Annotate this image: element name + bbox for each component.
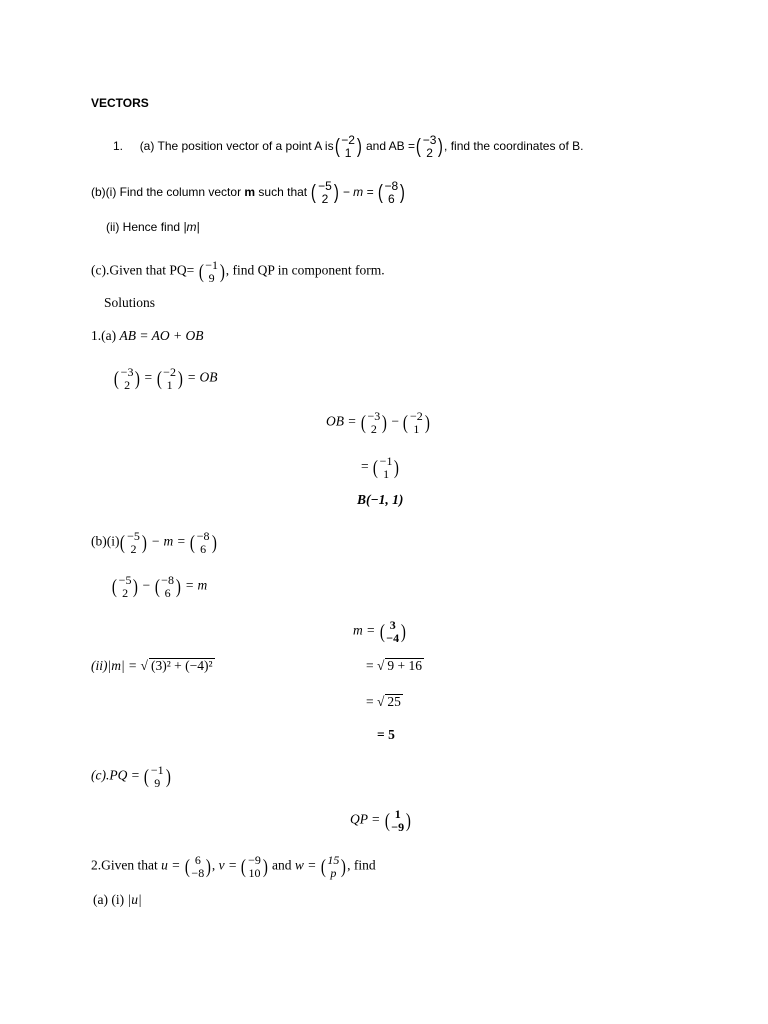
paren: ( — [334, 135, 340, 158]
paren: ( — [154, 575, 160, 598]
equation-text: = OB — [187, 369, 218, 385]
question-text: , find — [347, 857, 376, 873]
question-2ai — [93, 893, 142, 907]
solution-1a-line2 — [113, 366, 217, 391]
equation-text: = — [144, 369, 153, 385]
equation-text: − — [391, 413, 399, 429]
paren: ) — [405, 809, 411, 832]
equation-text: m = — [353, 622, 376, 638]
solution-label: (c).PQ = — [91, 767, 140, 783]
equation-text: v = — [218, 857, 238, 873]
equation-text: − — [142, 577, 151, 593]
solution-label: (b)(i) — [91, 533, 120, 549]
solution-1a-line1 — [91, 329, 203, 343]
question-text: Hence find — [122, 220, 181, 234]
question-text: , find the coordinates of B. — [444, 138, 584, 153]
vector-2: −8 6 — [161, 573, 174, 600]
solution-1c-line1 — [91, 764, 171, 789]
paren: ) — [356, 135, 362, 158]
vector-pq: −1 9 — [150, 763, 164, 790]
vector-1: −5 2 — [118, 573, 132, 600]
solution-1a-line4 — [361, 455, 400, 480]
paren: ) — [382, 411, 388, 434]
paren: ( — [320, 855, 326, 878]
vector-v: −9 10 — [248, 853, 261, 880]
question-text: 2.Given that — [91, 857, 158, 873]
magnitude-u: |u| — [127, 892, 142, 907]
paren: ( — [379, 620, 385, 643]
solution-label: (ii)|m| = — [91, 658, 138, 673]
paren: ( — [403, 411, 409, 434]
paren: ) — [341, 855, 347, 878]
paren: ( — [144, 765, 150, 788]
equation-text: − m = — [150, 533, 186, 549]
paren: ) — [135, 367, 141, 390]
equation-text: = — [366, 694, 374, 709]
radicand: 25 — [387, 694, 401, 709]
part-label: (c).Given that PQ= — [91, 262, 195, 278]
paren: ) — [424, 411, 430, 434]
paren: ( — [198, 260, 204, 283]
paren: ) — [141, 531, 147, 554]
equation-text: = m — [185, 577, 208, 593]
vector-oa: −2 1 — [163, 365, 176, 392]
vector-ab: −3 2 — [120, 365, 134, 392]
question-text: Find the column vector — [119, 184, 242, 199]
paren: ( — [311, 181, 317, 204]
paren: ) — [177, 367, 183, 390]
vector-pq: −1 9 — [205, 258, 219, 285]
solution-1c-answer — [350, 808, 412, 833]
paren: ( — [156, 367, 162, 390]
paren: ( — [372, 456, 378, 479]
equation-text: = — [366, 658, 374, 673]
solution-1a-line3 — [326, 410, 430, 435]
vector-a: −2 1 — [341, 133, 355, 160]
equation-text: − m = — [342, 184, 374, 199]
equation-text: OB = — [326, 413, 357, 429]
paren: ) — [165, 765, 171, 788]
paren: ( — [189, 531, 195, 554]
question-2: 2.Given that u = ( 6 −8 ), v = ( −9 10 ) and w = ( 15 p ), find — [91, 853, 376, 880]
page-title: VECTORS — [91, 96, 149, 110]
vector-2: −8 6 — [384, 179, 399, 206]
paren: ( — [120, 531, 126, 554]
part-label: (a) (i) — [93, 892, 125, 907]
solution-1bii-answer: = 5 — [377, 727, 395, 742]
paren: ( — [360, 411, 366, 434]
vector-u: 6 −8 — [191, 853, 205, 880]
paren: ) — [219, 260, 225, 283]
solution-1bi-answer — [353, 619, 407, 644]
equation-text: AB = AO + OB — [119, 328, 204, 343]
paren: ) — [400, 620, 406, 643]
question-number: 1. — [113, 138, 124, 153]
paren: ( — [377, 181, 383, 204]
paren: ( — [384, 809, 390, 832]
equation-text: w = — [294, 857, 317, 873]
paren: ) — [133, 575, 139, 598]
solutions-heading: Solutions — [104, 295, 156, 310]
part-label: (a) — [139, 138, 155, 153]
question-1bi — [91, 180, 406, 205]
question-text: such that — [258, 184, 308, 199]
vector-oa: −2 1 — [410, 409, 423, 436]
paren: ) — [400, 181, 406, 204]
solution-1bii-right2: = √ 25 — [366, 694, 401, 709]
solution-1bi-line1 — [91, 530, 217, 555]
solution-1bii-line1: (ii)|m| = √ (3)² + (−4)² — [91, 658, 213, 673]
part-label: (b)(i) — [91, 184, 117, 199]
paren: ) — [175, 575, 181, 598]
solution-1bii-right1: = √ 9 + 16 — [366, 658, 423, 673]
question-1bii — [106, 221, 200, 233]
solution-1bi-line2 — [111, 574, 207, 599]
paren: ( — [241, 855, 247, 878]
radicand: (3)² + (−4)² — [150, 658, 213, 673]
vector-ob: −1 1 — [379, 454, 393, 481]
paren: ) — [211, 531, 217, 554]
radicand: 9 + 16 — [387, 658, 423, 673]
solution-label: 1.(a) — [91, 328, 117, 343]
part-label: (ii) — [106, 220, 120, 234]
equation-text: u = — [161, 857, 181, 873]
vector-w: 15 p — [327, 853, 340, 880]
solution-1a-answer: B(−1, 1) — [357, 492, 404, 507]
question-1c — [91, 259, 385, 284]
paren: ) — [394, 456, 400, 479]
question-text: , find QP in component form. — [225, 262, 385, 278]
vector-ab: −3 2 — [422, 133, 437, 160]
question-text: and AB = — [365, 138, 416, 153]
equation-text: = — [361, 458, 369, 474]
vector-1: −5 2 — [127, 529, 140, 556]
vector-ab: −3 2 — [367, 409, 381, 436]
paren: ( — [415, 135, 421, 158]
paren: ) — [262, 855, 268, 878]
paren: ( — [113, 367, 119, 390]
vector-m: 3 −4 — [386, 618, 400, 645]
paren: ) — [438, 135, 444, 158]
magnitude-m: |m| — [183, 220, 200, 234]
equation-text: QP = — [350, 811, 381, 827]
vector-qp: 1 −9 — [391, 807, 405, 834]
paren: ( — [184, 855, 190, 878]
vector-m-symbol: m — [244, 184, 256, 199]
question-1a — [113, 134, 583, 159]
question-text: The position vector of a point A is — [157, 138, 334, 153]
paren: ( — [111, 575, 117, 598]
vector-2: −8 6 — [196, 529, 210, 556]
paren: ) — [333, 181, 339, 204]
paren: ) — [206, 855, 212, 878]
question-text: and — [271, 857, 292, 873]
vector-1: −5 2 — [318, 179, 332, 206]
